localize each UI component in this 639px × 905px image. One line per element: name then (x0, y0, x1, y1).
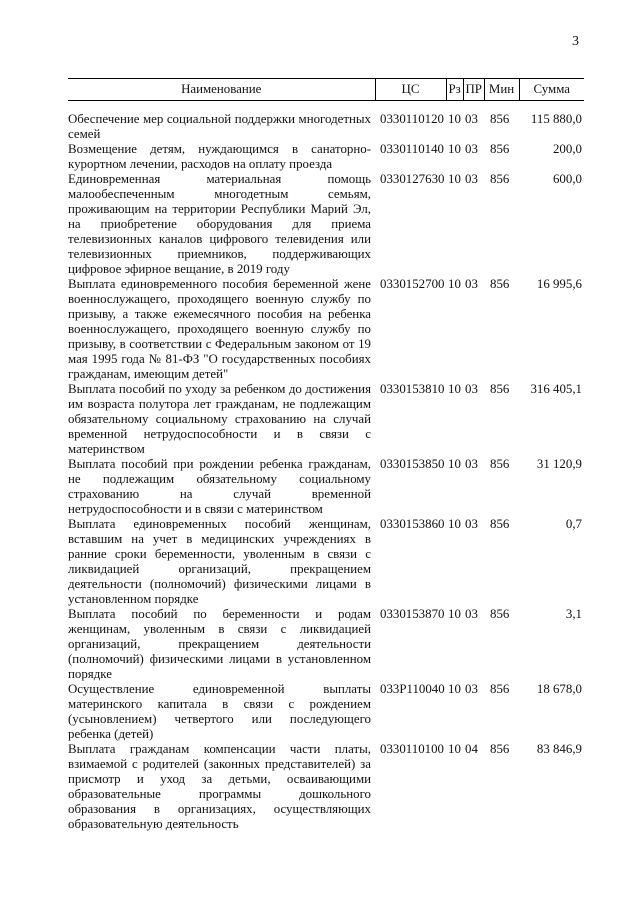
row-rz: 10 (448, 142, 461, 156)
row-name: Выплата единовременных пособий женщинам, вставшим на учет в медицинских учреждениях в ранние сроки беременности, уволенным в связи с ликвидацией организаций, прекращением деятельности (полномочий) физическими лицами в установленном порядке (68, 517, 371, 606)
header-cs: ЦС (375, 79, 446, 101)
table-row (68, 607, 584, 682)
row-pr: 03 (465, 682, 478, 696)
row-min: 856 (490, 277, 510, 291)
row-cs: 0330153850 (380, 457, 445, 471)
row-min: 856 (490, 112, 510, 126)
row-pr: 03 (465, 142, 478, 156)
row-rz: 10 (448, 457, 461, 471)
row-rz: 10 (448, 742, 461, 756)
row-sum: 600,0 (552, 172, 582, 186)
row-cs: 0330127630 (380, 172, 445, 186)
header-name: Наименование (68, 79, 375, 101)
table-row (68, 382, 584, 457)
table-row (68, 277, 584, 382)
row-cs: 0330110120 (380, 112, 444, 126)
row-pr: 03 (465, 382, 478, 396)
row-cs: 0330152700 (380, 277, 445, 291)
row-sum: 18 678,0 (536, 682, 582, 696)
row-name: Выплата пособий при рождении ребенка гражданам, не подлежащим обязательному социальному страхованию на случай временной нетрудоспособности и в связи с материнством (68, 457, 371, 516)
row-sum: 3,1 (565, 607, 582, 621)
row-sum: 316 405,1 (530, 382, 582, 396)
row-rz: 10 (448, 517, 461, 531)
row-sum: 200,0 (552, 142, 582, 156)
row-name: Обеспечение мер социальной поддержки многодетных семей (68, 112, 371, 141)
row-name: Возмещение детям, нуждающимся в санаторно-курортном лечении, расходов на оплату проезда (68, 142, 371, 171)
row-min: 856 (490, 382, 510, 396)
page-number: 3 (572, 34, 579, 49)
table-row (68, 142, 584, 172)
row-cs: 0330110140 (380, 142, 444, 156)
row-sum: 16 995,6 (536, 277, 582, 291)
row-min: 856 (490, 682, 510, 696)
row-name: Выплата пособий по уходу за ребенком до достижения им возраста полутора лет гражданам, не подлежащим обязательному социальному страхованию на случай временной нетрудоспособности и в связи с материнством (68, 382, 371, 456)
row-pr: 03 (465, 517, 478, 531)
row-pr: 03 (465, 607, 478, 621)
row-min: 856 (490, 742, 510, 756)
table-row (68, 172, 584, 277)
row-pr: 03 (465, 457, 478, 471)
row-min: 856 (490, 517, 510, 531)
row-pr: 03 (465, 277, 478, 291)
row-cs: 0330153860 (380, 517, 445, 531)
table-row (68, 517, 584, 607)
row-rz: 10 (448, 172, 461, 186)
row-sum: 115 880,0 (530, 112, 582, 126)
row-pr: 03 (465, 172, 478, 186)
header-pr: ПР (463, 79, 484, 101)
row-name: Выплата гражданам компенсации части платы, взимаемой с родителей (законных представителей) за присмотр и уход за детьми, осваивающими образовательные программы дошкольного образования в организациях, осуществляющих образовательную деятельность (68, 742, 371, 831)
row-name: Единовременная материальная помощь малообеспеченным многодетным семьям, проживающим на территории Республики Марий Эл, на приобретение оборудования для приема телевизионных каналов цифрового телевидения или телевизионных приемников, поддерживающих цифровое эфирное вещание, в 2019 году (68, 172, 371, 276)
header-sum: Сумма (519, 79, 584, 101)
table-header-row (68, 79, 584, 101)
table-row (68, 682, 584, 742)
row-pr: 03 (465, 112, 478, 126)
row-min: 856 (490, 607, 510, 621)
row-name: Выплата пособий по беременности и родам женщинам, уволенным в связи с ликвидацией организаций, прекращением деятельности (полномочий) физическими лицами в установленном порядке (68, 607, 371, 681)
row-name: Выплата единовременного пособия беременной жене военнослужащего, проходящего военную службу по призыву, а также ежемесячного пособия на ребенка военнослужащего, проходящего военную службу по призыву, в соответствии с Федеральным законом от 19 мая 1995 года № 81-ФЗ "О государственных пособиях гражданам, имеющим детей" (68, 277, 371, 381)
table-body (68, 101, 584, 833)
row-cs: 0330110100 (380, 742, 444, 756)
row-cs: 0330153810 (380, 382, 445, 396)
row-rz: 10 (448, 382, 461, 396)
row-cs: 0330153870 (380, 607, 445, 621)
row-sum: 31 120,9 (536, 457, 582, 471)
budget-table (68, 78, 584, 832)
row-rz: 10 (448, 682, 461, 696)
table-row (68, 457, 584, 517)
row-min: 856 (490, 142, 510, 156)
header-rz: Рз (446, 79, 463, 101)
row-sum: 0,7 (565, 517, 582, 531)
row-rz: 10 (448, 607, 461, 621)
row-rz: 10 (448, 277, 461, 291)
row-name: Осуществление единовременной выплаты материнского капитала в связи с рождением (усыновлением) четвертого или последующего ребенка (детей) (68, 682, 371, 741)
row-min: 856 (490, 457, 510, 471)
table-row (68, 112, 584, 142)
table-gap-row (68, 101, 584, 113)
header-min: Мин (484, 79, 519, 101)
table-row (68, 742, 584, 832)
row-pr: 04 (465, 742, 478, 756)
row-rz: 10 (448, 112, 461, 126)
row-min: 856 (490, 172, 510, 186)
row-cs: 033P110040 (380, 682, 445, 696)
row-sum: 83 846,9 (536, 742, 582, 756)
